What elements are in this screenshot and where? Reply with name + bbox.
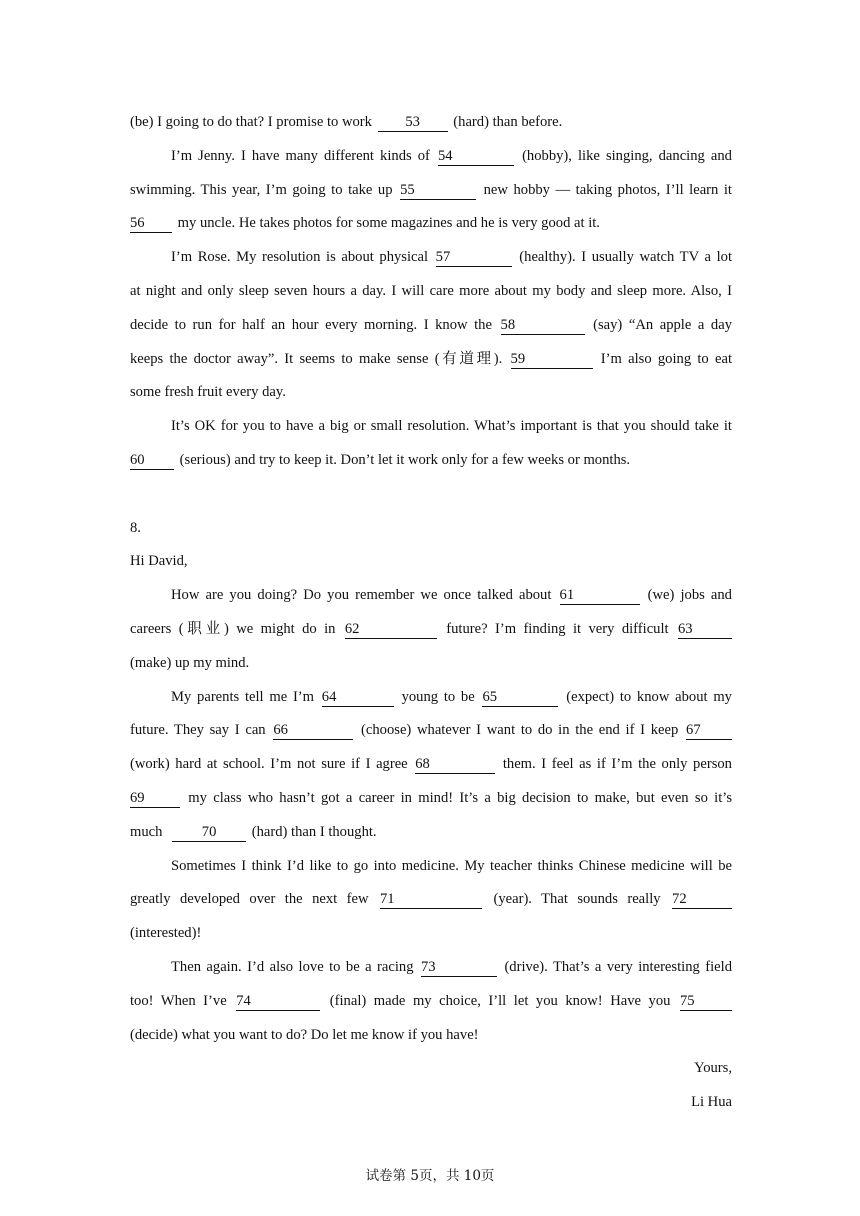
text: too! When I’ve (130, 992, 227, 1009)
text-line (130, 784, 732, 818)
blank-59[interactable]: 59 (511, 351, 593, 369)
text: careers (职业) we might do in (130, 620, 336, 637)
blank-62[interactable]: 62 (345, 621, 437, 639)
text: (final) made my choice, I’ll let you know! Have you (329, 992, 671, 1009)
text: (interested)! (130, 925, 202, 942)
text: (serious) and try to keep it. Don’t let it work only for a few weeks or months. (179, 451, 631, 468)
blank-53[interactable]: 53 (378, 114, 448, 132)
text: (be) I going to do that? I promise to work (130, 114, 372, 130)
text-line (130, 683, 732, 717)
text: (year). That sounds really (493, 891, 661, 908)
blank-56[interactable]: 56 (130, 215, 172, 233)
blank-68[interactable]: 68 (415, 756, 495, 774)
text: new hobby — taking photos, I’ll learn it (483, 181, 732, 198)
text: some fresh fruit every day. (130, 384, 286, 401)
text: (we) jobs and (647, 587, 732, 604)
blank-69[interactable]: 69 (130, 790, 180, 808)
text: (healthy). I usually watch TV a lot (519, 249, 732, 266)
blank-63[interactable]: 63 (678, 621, 732, 639)
letter-closing (130, 1054, 732, 1088)
text: It’s OK for you to have a big or small resolution. What’s important is that you should take it (171, 418, 732, 435)
text: (drive). That’s a very interesting field (504, 958, 732, 975)
blank-73[interactable]: 73 (421, 959, 497, 977)
text: (expect) to know about my (566, 688, 732, 705)
text-line (130, 885, 732, 919)
text: 8. (130, 519, 141, 536)
text: (choose) whatever I want to do in the end if I keep (361, 722, 679, 739)
blank-75[interactable]: 75 (680, 993, 732, 1011)
text-line (130, 581, 732, 615)
blank-67[interactable]: 67 (686, 722, 732, 740)
text: Sometimes I think I’d like to go into medicine. My teacher thinks Chinese medicine will be (171, 857, 732, 874)
blank-74[interactable]: 74 (236, 993, 320, 1011)
text-line (130, 750, 732, 784)
text-line (130, 649, 732, 683)
blank-66[interactable]: 66 (273, 722, 353, 740)
blank-72[interactable]: 72 (672, 891, 732, 909)
text: (hard) than before. (453, 114, 563, 130)
letter-signature (130, 1088, 732, 1122)
text: Yours, (694, 1060, 732, 1077)
blank-61[interactable]: 61 (560, 587, 640, 605)
page-footer: 试卷第 5页，共 10页 (365, 1168, 495, 1184)
text-line (130, 818, 732, 852)
text-line (130, 1021, 732, 1055)
question-number (130, 514, 732, 548)
text: future? I’m finding it very difficult (446, 620, 669, 637)
text: decide to run for half an hour every morning. I know the (130, 316, 492, 333)
text: (decide) what you want to do? Do let me know if you have! (130, 1026, 479, 1043)
text: Then again. I’d also love to be a racing (171, 958, 414, 975)
text-line (130, 277, 732, 311)
blank-54[interactable]: 54 (438, 148, 514, 166)
text: at night and only sleep seven hours a day. I will care more about my body and sleep more. Also, I (130, 282, 732, 299)
text-line (130, 142, 732, 176)
text: future. They say I can (130, 722, 266, 739)
text-line (130, 345, 732, 379)
text: My parents tell me I’m (171, 688, 315, 705)
text: swimming. This year, I’m going to take up (130, 181, 393, 198)
blank-70[interactable]: 70 (172, 824, 246, 842)
blank-60[interactable]: 60 (130, 452, 174, 470)
blank-65[interactable]: 65 (482, 689, 558, 707)
text: I’m Rose. My resolution is about physical (171, 249, 429, 266)
text: Hi David, (130, 553, 188, 570)
text: (make) up my mind. (130, 654, 250, 671)
blank-57[interactable]: 57 (436, 249, 512, 267)
text-line (130, 108, 732, 142)
letter-greeting (130, 547, 732, 581)
text: I’m also going to eat (600, 350, 732, 367)
text-line (130, 987, 732, 1021)
text: young to be (401, 688, 475, 705)
text-line (130, 852, 732, 886)
text-line (130, 243, 732, 277)
text-line (130, 378, 732, 412)
text: (work) hard at school. I’m not sure if I agree (130, 756, 408, 773)
text-line (130, 446, 732, 480)
text: keeps the doctor away”. It seems to make sense (有道理). (130, 350, 503, 367)
text: I’m Jenny. I have many different kinds of (171, 147, 430, 164)
text-line (130, 615, 732, 649)
text: my uncle. He takes photos for some magazines and he is very good at it. (177, 215, 600, 232)
text: greatly developed over the next few (130, 891, 369, 908)
text: Li Hua (691, 1094, 732, 1111)
text-line (130, 716, 732, 750)
blank-64[interactable]: 64 (322, 689, 394, 707)
text: them. I feel as if I’m the only person (502, 756, 732, 773)
text-line (130, 953, 732, 987)
blank-55[interactable]: 55 (400, 182, 476, 200)
text-line (130, 209, 732, 243)
text: (hard) than I thought. (251, 823, 377, 840)
text: (say) “An apple a day (593, 316, 733, 333)
blank-71[interactable]: 71 (380, 891, 482, 909)
text: How are you doing? Do you remember we once talked about (171, 587, 552, 604)
text-line (130, 919, 732, 953)
text-line (130, 412, 732, 446)
text: my class who hasn’t got a career in mind! It’s a big decision to make, but even so it’s (188, 789, 732, 806)
text-line (130, 311, 732, 345)
blank-58[interactable]: 58 (501, 317, 585, 335)
spacer (130, 480, 732, 514)
text-line (130, 176, 732, 210)
page-content (130, 108, 732, 1122)
text: (hobby), like singing, dancing and (522, 147, 732, 164)
text: much (130, 823, 163, 840)
